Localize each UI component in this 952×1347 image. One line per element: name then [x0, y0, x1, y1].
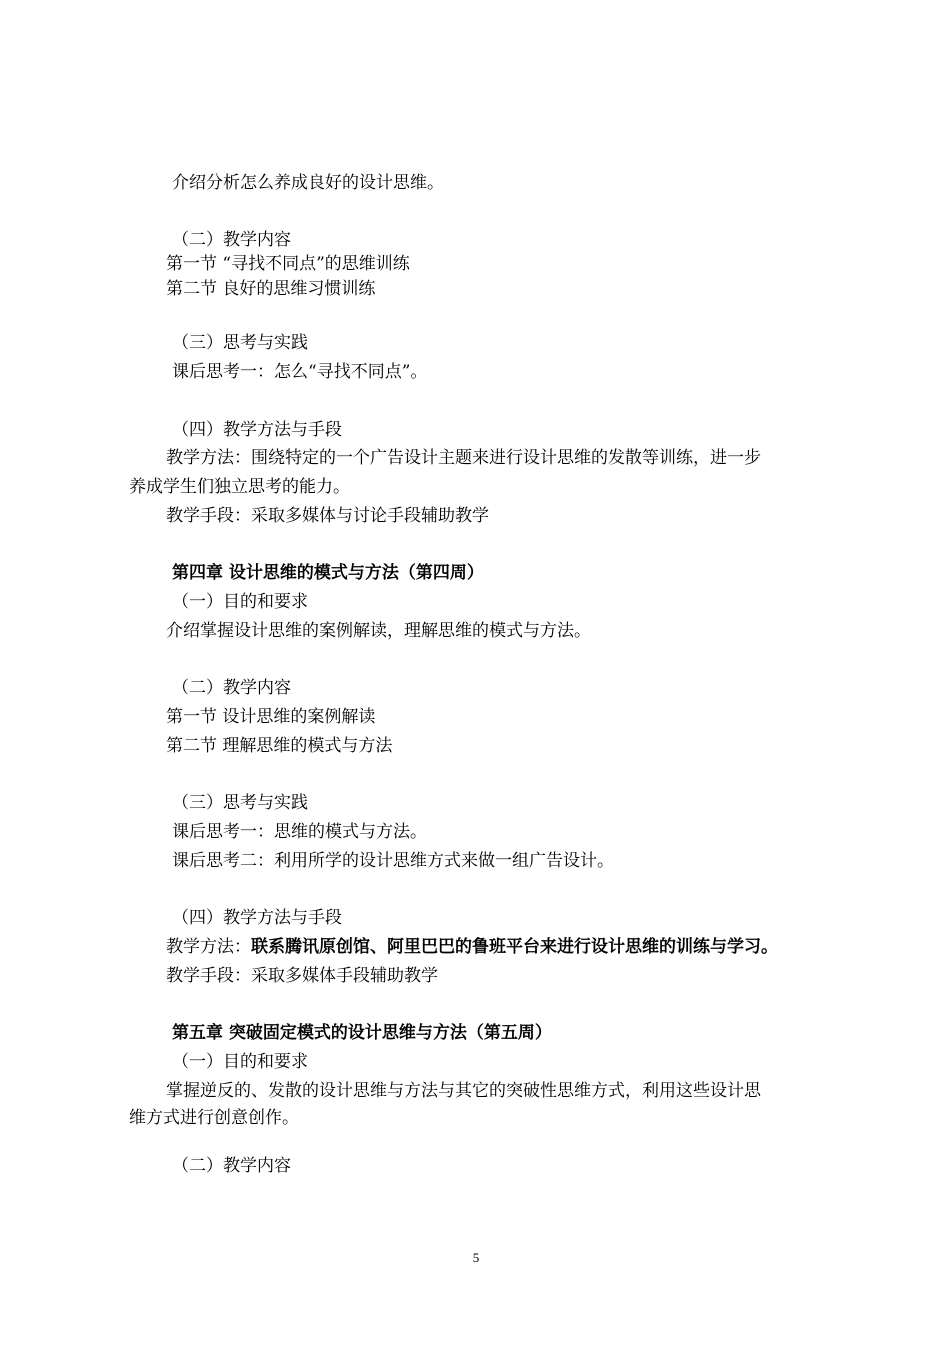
text-line: 教学方法：围绕特定的一个广告设计主题来进行设计思维的发散等训练，进一步: [166, 448, 761, 468]
text-line: 维方式进行创意创作。: [129, 1108, 299, 1128]
section-heading: （三）思考与实践: [172, 333, 308, 353]
section-heading: （二）教学内容: [172, 678, 291, 698]
text-line: 介绍掌握设计思维的案例解读，理解思维的模式与方法。: [166, 621, 591, 641]
page-number: 5: [472, 1250, 480, 1265]
section-heading: （四）教学方法与手段: [172, 908, 342, 928]
method-label: 教学方法：: [166, 937, 251, 957]
chapter-heading: 第四章 设计思维的模式与方法（第四周）: [172, 563, 484, 583]
method-text-bold: 联系腾讯原创馆、阿里巴巴的鲁班平台来进行设计思维的训练与学习。: [251, 937, 778, 957]
section-heading: （三）思考与实践: [172, 793, 308, 813]
text-line: 第二节 理解思维的模式与方法: [166, 736, 393, 756]
section-heading: （四）教学方法与手段: [172, 420, 342, 440]
text-line: 掌握逆反的、发散的设计思维与方法与其它的突破性思维方式，利用这些设计思: [166, 1081, 761, 1101]
section-heading: （二）教学内容: [172, 230, 291, 250]
text-line: 课后思考一：思维的模式与方法。: [172, 822, 427, 842]
text-line: 课后思考一：怎么“寻找不同点”。: [172, 362, 428, 382]
text-line: 介绍分析怎么养成良好的设计思维。: [172, 173, 444, 193]
text-line: 课后思考二：利用所学的设计思维方式来做一组广告设计。: [172, 851, 614, 871]
section-heading: （二）教学内容: [172, 1156, 291, 1176]
text-line: 教学手段：采取多媒体手段辅助教学: [166, 966, 438, 986]
text-line: 教学手段：采取多媒体与讨论手段辅助教学: [166, 506, 489, 526]
text-line: 第一节 “寻找不同点”的思维训练: [166, 254, 410, 274]
text-line: 第二节 良好的思维习惯训练: [166, 279, 376, 299]
text-line: 养成学生们独立思考的能力。: [129, 477, 350, 497]
text-line: 第一节 设计思维的案例解读: [166, 707, 376, 727]
section-heading: （一）目的和要求: [172, 1052, 308, 1072]
chapter-heading: 第五章 突破固定模式的设计思维与方法（第五周）: [172, 1023, 552, 1043]
text-line: [166, 936, 778, 958]
section-heading: （一）目的和要求: [172, 592, 308, 612]
